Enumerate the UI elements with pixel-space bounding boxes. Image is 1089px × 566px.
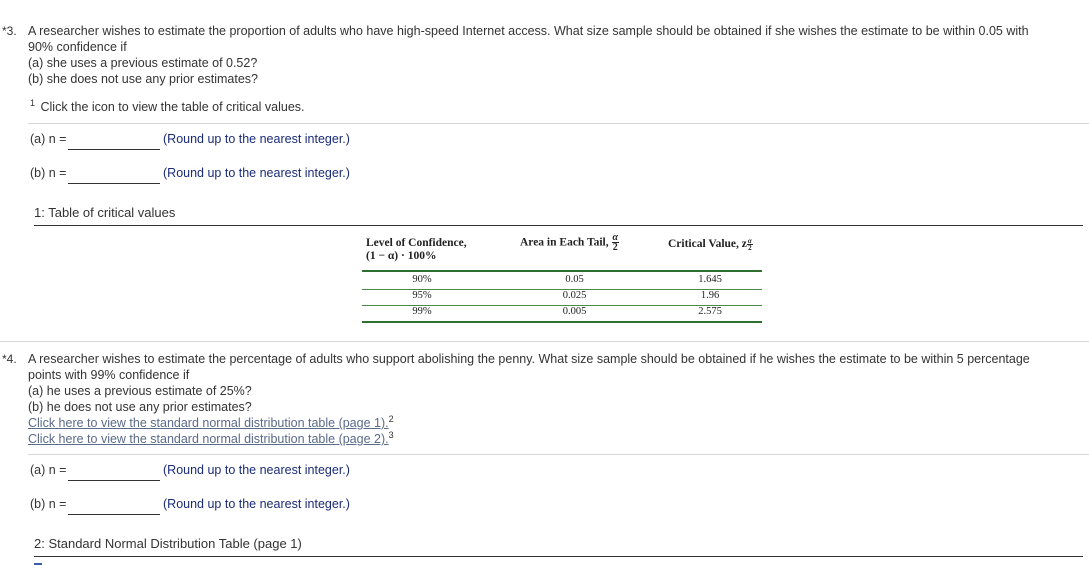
cell-value: 2.575 [698, 306, 722, 317]
question-3-part-b: (b) she does not use any prior estimates? [28, 72, 258, 86]
q3-answer-a-label: (a) n = [30, 132, 67, 146]
q4-round-hint-a: (Round up to the nearest integer.) [163, 463, 350, 477]
normal-table-title: 2: Standard Normal Distribution Table (page 1) [34, 536, 302, 551]
critical-table-header-value [668, 238, 753, 251]
header-area-text: Area in Each Tail, [520, 236, 609, 249]
q4-round-hint-b: (Round up to the nearest integer.) [163, 497, 350, 511]
header-value-text: Critical Value, z [668, 238, 747, 250]
q4-answer-a-input[interactable] [68, 464, 160, 481]
link-page1-text[interactable]: Click here to view the standard normal distribution table (page 1). [28, 416, 389, 430]
divider [0, 341, 1089, 342]
question-3-number: *3. [2, 24, 17, 38]
table-header-rule [362, 270, 762, 272]
z-subscript-fraction [747, 238, 753, 251]
normal-table-link-page1[interactable] [28, 415, 394, 431]
cell-area: 0.05 [565, 274, 584, 285]
question-4-text-line1: A researcher wishes to estimate the percentage of adults who support abolishing the penny. What size sample should be obtained if he wishes the estimate to be within 5 percentage [28, 352, 1030, 366]
table-edge-mark [34, 563, 42, 565]
q4-answer-a-label: (a) n = [30, 463, 67, 477]
question-3-part-a: (a) she uses a previous estimate of 0.52? [28, 56, 258, 70]
divider [28, 454, 1089, 455]
normal-table-rule [34, 556, 1083, 557]
question-4-text-line2: points with 99% confidence if [28, 368, 190, 382]
footnote-marker: 1 [30, 97, 36, 108]
link-page1-marker: 2 [388, 413, 394, 424]
fraction-denominator: 2 [612, 242, 618, 253]
q3-answer-a-input[interactable] [68, 133, 160, 150]
q3-answer-b-label: (b) n = [30, 166, 67, 180]
alpha-over-2-fraction [612, 233, 620, 252]
question-3-text-line2: 90% confidence if [28, 40, 127, 54]
question-3-footnote[interactable] [30, 99, 305, 115]
subscript-denominator: 2 [748, 244, 752, 253]
normal-table-link-page2[interactable] [28, 431, 394, 447]
cell-level: 99% [412, 306, 432, 317]
cell-level: 95% [412, 290, 432, 301]
cell-area: 0.005 [562, 306, 587, 317]
cell-area: 0.025 [562, 290, 587, 301]
cell-value: 1.645 [698, 274, 722, 285]
q3-round-hint-a: (Round up to the nearest integer.) [163, 132, 350, 146]
question-4-part-b: (b) he does not use any prior estimates? [28, 400, 252, 414]
footnote-text: Click the icon to view the table of critical values. [40, 100, 305, 114]
critical-table-title: 1: Table of critical values [34, 205, 176, 220]
q4-answer-b-label: (b) n = [30, 497, 67, 511]
divider [28, 123, 1089, 124]
critical-table-header-area [520, 233, 619, 252]
critical-table-header-level [366, 237, 467, 263]
header-level-line1: Level of Confidence, [366, 237, 467, 249]
link-page2-marker: 3 [388, 429, 394, 440]
q4-answer-b-input[interactable] [68, 498, 160, 515]
header-level-line2: (1 − α) · 100% [366, 250, 437, 262]
cell-level: 90% [412, 274, 432, 285]
table-row-rule [362, 321, 762, 323]
question-4-part-a: (a) he uses a previous estimate of 25%? [28, 384, 252, 398]
fraction-numerator: α [612, 232, 619, 243]
subscript-numerator: α [747, 237, 752, 246]
link-page2-text[interactable]: Click here to view the standard normal distribution table (page 2). [28, 432, 389, 446]
q3-answer-b-input[interactable] [68, 167, 160, 184]
question-3-text-line1: A researcher wishes to estimate the proportion of adults who have high-speed Internet access. What size sample should be obtained if she wishes the estimate to be within 0.05 with [28, 24, 1029, 38]
question-4-number: *4. [2, 352, 17, 366]
q3-round-hint-b: (Round up to the nearest integer.) [163, 166, 350, 180]
cell-value: 1.96 [700, 290, 720, 301]
critical-table-rule [34, 225, 1083, 226]
